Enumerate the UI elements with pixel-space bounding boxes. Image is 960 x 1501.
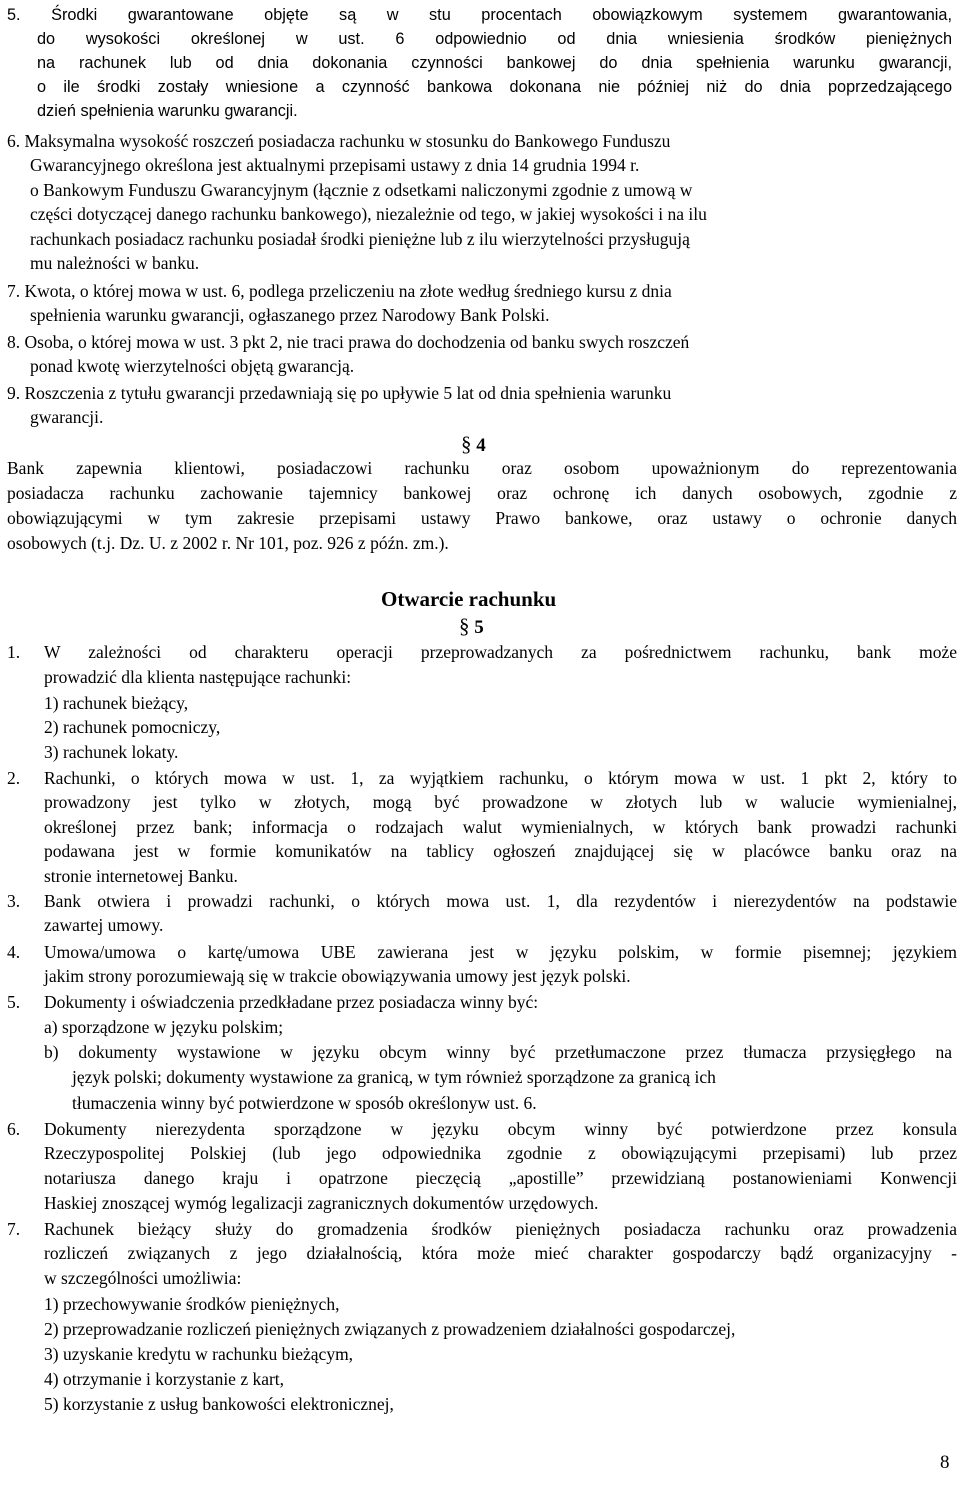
- text-line: gwarancji.: [30, 407, 104, 427]
- text-line: prowadzić dla klienta następujące rachunki:: [44, 667, 352, 687]
- list-item: 3) rachunek lokaty.: [44, 742, 179, 762]
- list-item: 5) korzystanie z usług bankowości elektronicznej,: [44, 1394, 394, 1414]
- paragraph-5-heading: [459, 614, 484, 640]
- paragraph-4-heading: [461, 432, 486, 458]
- text-line: o ile środki zostały wniesione a czynność bankowa dokonana nie później niż do dnia poprzedzającego: [37, 78, 952, 96]
- text-line: rozliczeń związanych z jego działalnością, która może mieć charakter gospodarczy bądź organizacyjny -: [44, 1243, 957, 1263]
- text-line: dzień spełnienia warunku gwarancji.: [37, 102, 298, 120]
- text-line: na rachunek lub od dnia dokonania czynności bankowej do dnia spełnienia warunku gwarancji,: [37, 54, 952, 72]
- text-line: podawana jest w formie komunikatów na tablicy ogłoszeń znajdującej się w placówce banku oraz na: [44, 841, 957, 861]
- list-item: 2) przeprowadzanie rozliczeń pieniężnych związanych z prowadzeniem działalności gospodarczej,: [44, 1319, 736, 1339]
- text-line: posiadacza rachunku zachowanie tajemnicy bankowej oraz ochronę ich danych osobowych, zgodnie z: [7, 483, 957, 503]
- list-item-number: 6.: [7, 1119, 21, 1139]
- section-symbol: §: [459, 614, 470, 638]
- list-item: 4) otrzymanie i korzystanie z kart,: [44, 1369, 285, 1389]
- text-line: rachunkach posiadacz rachunku posiadał środki pieniężne lub z ilu wierzytelności przysługują: [30, 229, 690, 249]
- list-item-number: 2.: [7, 768, 21, 788]
- text-line: 8. Osoba, o której mowa w ust. 3 pkt 2, nie traci prawa do dochodzenia od banku swych roszczeń: [7, 332, 690, 352]
- text-line: Dokumenty nierezydenta sporządzone w języku obcym winny być potwierdzone przez konsula: [44, 1119, 957, 1139]
- text-line: Haskiej znoszącej wymóg legalizacji zagranicznych dokumentów urzędowych.: [44, 1193, 599, 1213]
- list-item-number: 4.: [7, 942, 21, 962]
- text-line: 5. Środki gwarantowane objęte są w stu procentach obowiązkowym systemem gwarantowania,: [7, 6, 952, 24]
- text-line: jakim strony porozumiewają się w trakcie obowiązywania umowy jest język polski.: [44, 966, 631, 986]
- text-line: Gwarancyjnego określona jest aktualnymi przepisami ustawy z dnia 14 grudnia 1994 r.: [30, 155, 640, 175]
- text-line: język polski; dokumenty wystawione za granicą, w tym również sporządzone za granicą ich: [72, 1067, 716, 1087]
- text-line: 7. Kwota, o której mowa w ust. 6, podlega przeliczeniu na złote według średniego kursu z dnia: [7, 281, 672, 301]
- text-line: 9. Roszczenia z tytułu gwarancji przedawniają się po upływie 5 lat od dnia spełnienia warunku: [7, 383, 672, 403]
- section-symbol: §: [461, 432, 472, 456]
- list-item-number: 7.: [7, 1219, 21, 1239]
- list-item: 2) rachunek pomocniczy,: [44, 717, 221, 737]
- text-line: Dokumenty i oświadczenia przedkładane przez posiadacza winny być:: [44, 992, 539, 1012]
- text-line: Rachunek bieżący służy do gromadzenia środków pieniężnych posiadacza rachunku oraz prowadzenia: [44, 1219, 957, 1239]
- list-item: 3) uzyskanie kredytu w rachunku bieżącym,: [44, 1344, 354, 1364]
- text-line: Bank otwiera i prowadzi rachunki, o których mowa ust. 1, dla rezydentów i nierezydentów na podstawie: [44, 891, 957, 911]
- text-line: o Bankowym Funduszu Gwarancyjnym (łącznie z odsetkami naliczonymi zgodnie z umową w: [30, 180, 693, 200]
- list-item-number: 3.: [7, 891, 21, 911]
- page-number: 8: [940, 1452, 950, 1473]
- list-item: b) dokumenty wystawione w języku obcym winny być przetłumaczone przez tłumacza przysięgłego na: [44, 1042, 952, 1062]
- text-line: do wysokości określonej w ust. 6 odpowiednio od dnia wniesienia środków pieniężnych: [37, 30, 952, 48]
- text-line: notariusza danego kraju i opatrzone pieczęcią „apostille” przewidzianą postanowieniami Konwencji: [44, 1168, 957, 1188]
- text-line: Bank zapewnia klientowi, posiadaczowi rachunku oraz osobom upoważnionym do reprezentowania: [7, 458, 957, 478]
- list-item: 1) przechowywanie środków pieniężnych,: [44, 1294, 340, 1314]
- text-line: Rachunki, o których mowa w ust. 1, za wyjątkiem rachunku, o którym mowa w ust. 1 pkt 2, który to: [44, 768, 957, 788]
- text-line: Umowa/umowa o kartę/umowa UBE zawierana jest w języku polskim, w formie pisemnej; językiem: [44, 942, 957, 962]
- text-line: ponad kwotę wierzytelności objętą gwarancją.: [30, 356, 355, 376]
- text-line: tłumaczenia winny być potwierdzone w sposób określonyw ust. 6.: [72, 1093, 537, 1113]
- text-line: 6. Maksymalna wysokość roszczeń posiadacza rachunku w stosunku do Bankowego Funduszu: [7, 131, 671, 151]
- list-item-number: 1.: [7, 642, 21, 662]
- text-line: osobowych (t.j. Dz. U. z 2002 r. Nr 101, poz. 926 z późn. zm.).: [7, 533, 449, 553]
- section-title: Otwarcie rachunku: [381, 587, 557, 611]
- text-line: zawartej umowy.: [44, 915, 164, 935]
- text-line: w szczególności umożliwia:: [44, 1268, 242, 1288]
- text-line: części dotyczącej danego rachunku bankowego), niezależnie od tego, w jakiej wysokości i na ilu: [30, 204, 707, 224]
- text-line: obowiązującymi w tym zakresie przepisami ustawy Prawo bankowe, oraz ustawy o ochronie danych: [7, 508, 957, 528]
- text-line: Rzeczypospolitej Polskiej (lub jego odpowiednika zgodnie z obowiązującymi przepisami) lub przez: [44, 1143, 957, 1163]
- text-line: W zależności od charakteru operacji przeprowadzanych za pośrednictwem rachunku, bank może: [44, 642, 957, 662]
- paragraph-number: 5: [474, 617, 484, 638]
- list-item-number: 5.: [7, 992, 21, 1012]
- text-line: stronie internetowej Banku.: [44, 866, 238, 886]
- paragraph-number: 4: [476, 435, 486, 456]
- text-line: spełnienia warunku gwarancji, ogłaszanego przez Narodowy Bank Polski.: [30, 305, 550, 325]
- list-item: a) sporządzone w języku polskim;: [44, 1017, 284, 1037]
- text-line: określonej przez bank; informacja o rodzajach walut wymienialnych, w których bank prowadzi rachunki: [44, 817, 957, 837]
- text-line: prowadzony jest tylko w złotych, mogą być prowadzone w złotych lub w walucie wymienialnej,: [44, 792, 957, 812]
- text-line: mu należności w banku.: [30, 253, 200, 273]
- list-item: 1) rachunek bieżący,: [44, 693, 189, 713]
